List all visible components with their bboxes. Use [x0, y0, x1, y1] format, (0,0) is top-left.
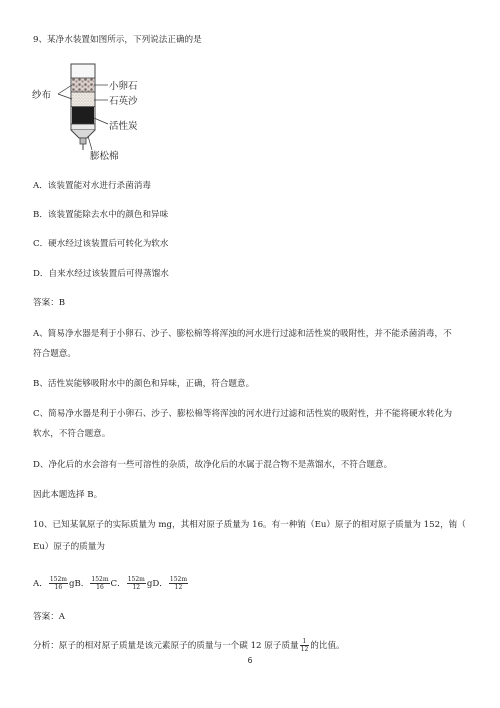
q9-analysis-c-line1: C、简易净水器是利于小卵石、沙子、膨松棉等将浑浊的河水进行过滤和活性炭的吸附性，并不能将硬水转化为: [33, 409, 453, 419]
q9-analysis-c-line2: 软水，不符合题意。: [33, 429, 111, 439]
q9-analysis-b: B、活性炭能够吸附水中的颜色和异味，正确，符合题意。: [33, 379, 255, 389]
q10-option-a-label: A．: [33, 579, 48, 589]
q10-analysis-suffix: 的比值。: [310, 641, 345, 651]
q10-analysis: [33, 638, 345, 654]
q10-option-b-fraction: $\frac{152m}{16}$: [91, 576, 109, 591]
q10-option-c-suffix: gD．: [146, 579, 168, 589]
label-carbon: 活性炭: [109, 121, 138, 132]
q9-analysis-d: D、净化后的水会溶有一些可溶性的杂质，故净化后的水属于混合物不是蒸馏水，不符合题意。: [33, 460, 393, 470]
q9-answer: 答案：B: [33, 298, 66, 308]
label-pebble: 小卵石: [109, 81, 138, 92]
q10-option-a-suffix: gB．: [68, 579, 90, 589]
q9-option-b: B．该装置能除去水中的颜色和异味: [33, 210, 169, 220]
q10-options: [33, 575, 189, 593]
q10-stem-line1: 10、已知某氧原子的实际质量为 mg，其相对原子质量为 16。有一种铕（Eu）原子的相对原子质量为 152，铕（: [33, 520, 466, 530]
quartz-layer: [72, 93, 94, 107]
cotton-layer: [72, 125, 94, 130]
q9-option-a: A．该装置能对水进行杀菌消毒: [33, 181, 151, 191]
q9-conclusion: 因此本题选择 B。: [33, 490, 103, 500]
q10-option-a-fraction: $\frac{152m}{16}$: [49, 576, 67, 591]
q10-answer: 答案：A: [33, 612, 65, 622]
q9-analysis-a-line1: A、简易净水器是利于小卵石、沙子、膨松棉等将浑浊的河水进行过滤和活性炭的吸附性，并不能杀菌消毒，不: [33, 329, 452, 339]
page-number: 6: [247, 656, 253, 665]
q9-stem: 9、某净水装置如图所示，下列说法正确的是: [33, 35, 202, 45]
carbon-layer: [72, 107, 94, 124]
q10-option-d-fraction: $\frac{152m}{12}$: [169, 576, 188, 591]
pebble-layer: [72, 78, 94, 92]
q10-stem-line2: Eu）原子的质量为: [33, 542, 105, 552]
q9-analysis-a-line2: 符合题意。: [33, 349, 76, 359]
q10-option-c-fraction: $\frac{152m}{12}$: [127, 576, 145, 591]
q10-analysis-fraction: $\frac{1}{12}$: [300, 638, 309, 653]
label-gauze: 纱布: [32, 90, 52, 101]
label-cotton: 膨松棉: [90, 151, 119, 162]
water-purifier-figure: [30, 58, 180, 168]
q10-analysis-prefix: 分析：原子的相对原子质量是该元素原子的质量与一个碳 12 原子质量: [33, 641, 299, 651]
label-quartz: 石英沙: [109, 96, 138, 107]
q9-option-c: C．硬水经过该装置后可转化为软水: [33, 239, 169, 249]
q10-option-b-suffix: C．: [110, 579, 126, 589]
q9-option-d: D．自来水经过该装置后可得蒸馏水: [33, 269, 169, 279]
